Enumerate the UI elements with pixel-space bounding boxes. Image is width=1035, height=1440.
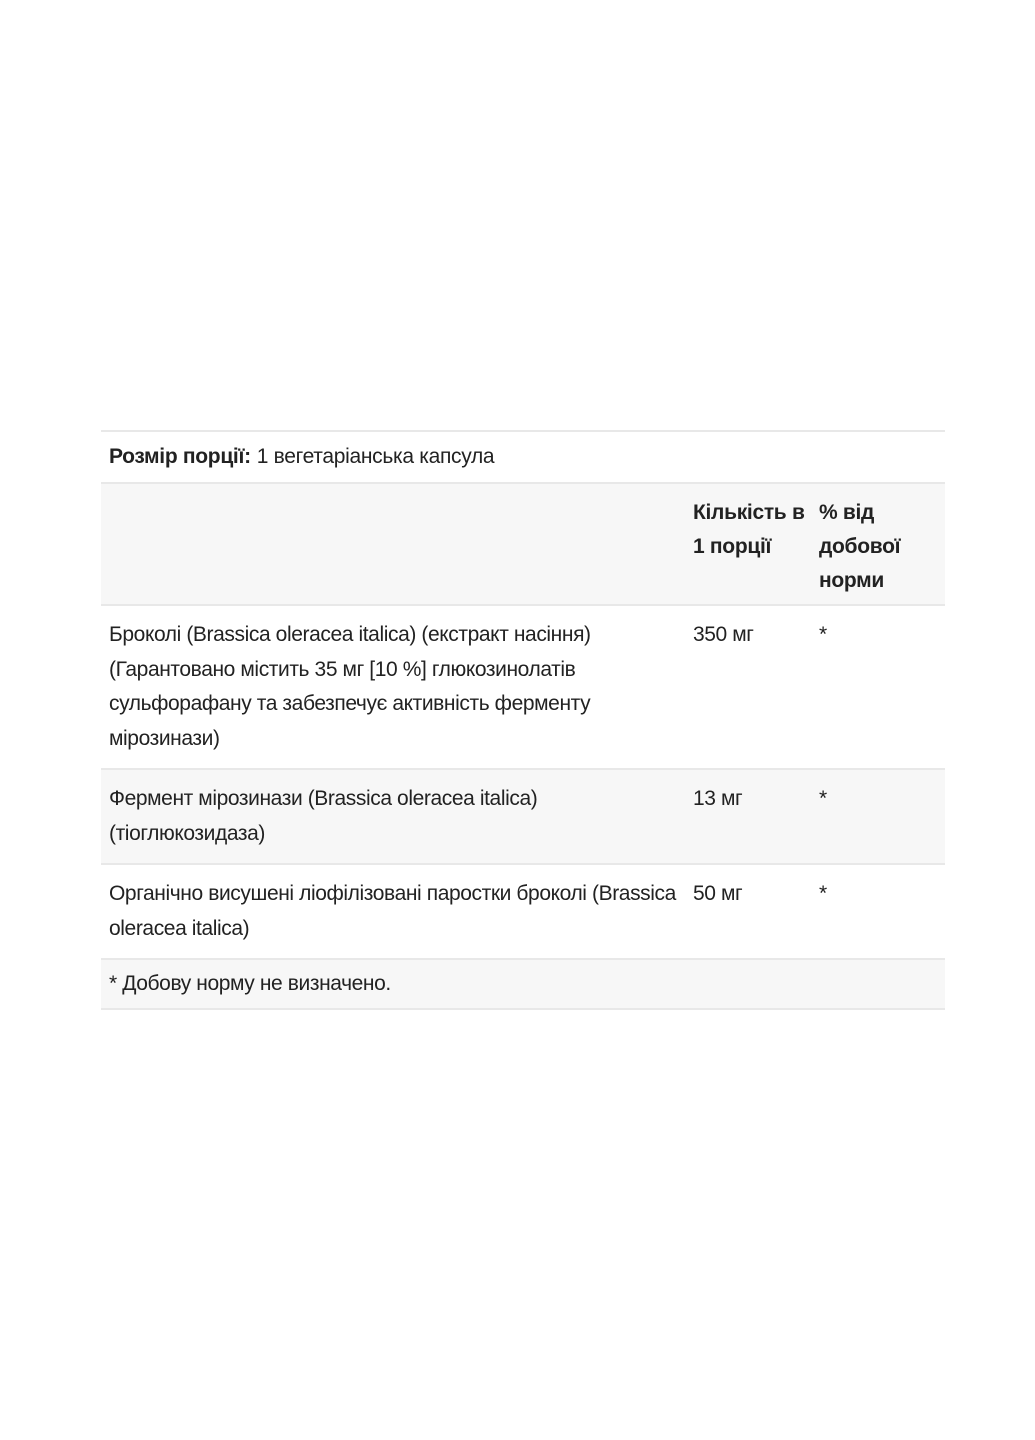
footnote-row [101,958,945,1010]
table-header-row [101,482,945,604]
ingredient-name: Фермент мірозинази (Brassica oleracea italica) (тіоглюкозидаза) [109,787,538,845]
table-row [101,604,945,768]
ingredient-daily-value: * [819,787,827,810]
serving-size-row [101,430,945,482]
ingredient-name: Броколі (Brassica oleracea italica) (екстракт насіння) (Гарантовано містить 35 мг [10 %] глюкозинолатів сульфорафану та забезпечує активність ферменту мірозинази) [109,623,591,750]
footnote: * Добову норму не визначено. [109,972,391,995]
amount-column-header: Кількість в 1 порції [693,501,805,558]
ingredient-daily-value: * [819,623,827,646]
supplement-facts-table [101,430,945,1010]
ingredient-name: Органічно висушені ліофілізовані паростки броколі (Brassica oleracea italica) [109,882,676,940]
daily-value-column-header: % від добової норми [819,501,901,592]
ingredient-amount: 350 мг [693,623,754,646]
table-row [101,863,945,958]
ingredient-daily-value: * [819,882,827,905]
serving-size-value: 1 вегетаріанська капсула [256,445,495,468]
ingredient-amount: 50 мг [693,882,743,905]
table-row [101,768,945,863]
ingredient-amount: 13 мг [693,787,743,810]
serving-size-label: Розмір порції: [109,445,251,468]
